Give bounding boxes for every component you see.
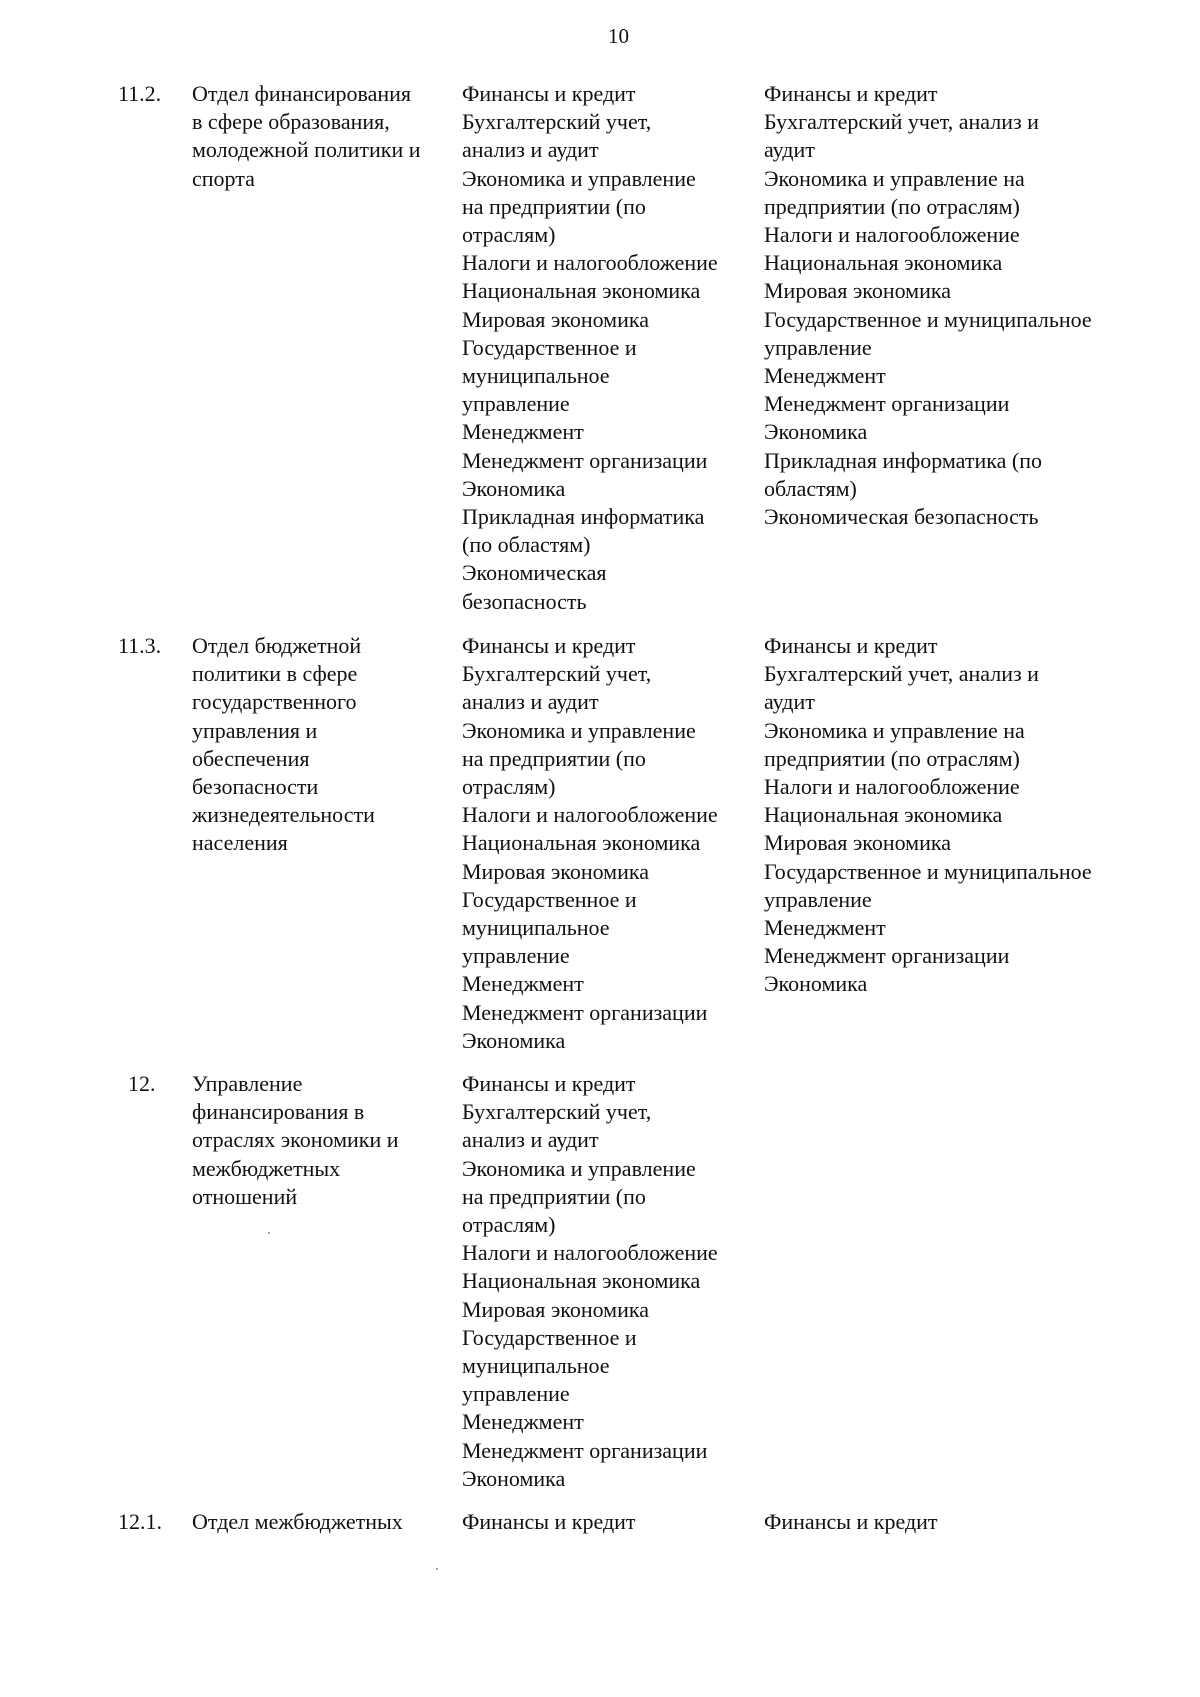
name-line: в сфере образования, <box>192 109 390 135</box>
specialty-line: Национальная экономика <box>462 830 701 856</box>
specialties-column-1 <box>462 1508 636 1536</box>
name-line: обеспечения <box>192 745 310 771</box>
specialty-line: Менеджмент <box>462 971 584 997</box>
specialty-line: Национальная экономика <box>462 1268 701 1294</box>
specialty-line: отраслям) <box>462 222 556 248</box>
specialties-column-2 <box>764 80 1092 531</box>
row-number <box>118 1508 162 1536</box>
department-name <box>192 632 375 858</box>
specialty-line: Финансы и кредит <box>764 633 938 658</box>
specialty-line: (по областям) <box>462 532 591 558</box>
specialty-line: Национальная экономика <box>764 250 1003 276</box>
name-line: государственного <box>192 689 357 715</box>
name-line: межбюджетных <box>192 1155 341 1181</box>
specialty-line: Экономическая <box>462 560 607 586</box>
specialty-line: Налоги и налогообложение <box>462 1240 718 1266</box>
specialty-line: Бухгалтерский учет, <box>462 109 652 135</box>
specialty-line: Экономическая безопасность <box>764 504 1039 530</box>
specialty-line: Мировая экономика <box>462 306 649 332</box>
row-number <box>128 1070 156 1098</box>
name-line: отраслях экономики и <box>192 1127 399 1153</box>
specialty-line: Экономика <box>764 419 868 445</box>
specialty-line: Экономика и управление <box>462 165 696 191</box>
name-line: управления и <box>192 717 318 743</box>
specialty-line: на предприятии (по <box>462 193 646 219</box>
specialty-line: Мировая экономика <box>462 1296 649 1322</box>
specialty-line: аудит <box>764 137 815 163</box>
specialty-line: Финансы и кредит <box>462 633 636 658</box>
specialty-line: на предприятии (по <box>462 1183 646 1209</box>
specialty-line: отраслям) <box>462 774 556 800</box>
specialty-line: Экономика <box>462 1027 566 1053</box>
specialty-line: муниципальное <box>462 1353 610 1379</box>
specialty-line: Финансы и кредит <box>462 1071 636 1096</box>
specialty-line: Прикладная информатика (по <box>764 447 1042 473</box>
specialty-line: муниципальное <box>462 363 610 389</box>
specialty-line: предприятии (по отраслям) <box>764 745 1020 771</box>
specialty-line: Экономика и управление <box>462 1155 696 1181</box>
specialty-line: Мировая экономика <box>462 858 649 884</box>
specialty-line: управление <box>764 886 872 912</box>
specialty-line: Налоги и налогообложение <box>462 250 718 276</box>
page-number: 10 <box>608 24 629 48</box>
specialty-line: Менеджмент <box>764 915 886 941</box>
name-line: безопасности <box>192 774 319 800</box>
name-line: Отдел межбюджетных <box>192 1509 403 1534</box>
department-name <box>192 1070 399 1211</box>
specialties-column-2 <box>764 632 1092 999</box>
specialty-line: Мировая экономика <box>764 278 951 304</box>
specialty-line: анализ и аудит <box>462 137 599 163</box>
specialty-line: Бухгалтерский учет, анализ и <box>764 109 1039 135</box>
row-number-text: 11.2. <box>118 81 162 106</box>
specialties-column-1 <box>462 632 718 1055</box>
specialty-line: Менеджмент организации <box>462 1437 708 1463</box>
specialty-line: Бухгалтерский учет, <box>462 661 652 687</box>
specialty-line: Менеджмент организации <box>462 447 708 473</box>
name-line: отношений <box>192 1183 298 1209</box>
specialty-line: Экономика и управление на <box>764 165 1025 191</box>
row-number-text: 11.3. <box>118 633 162 658</box>
specialty-line: отраслям) <box>462 1212 556 1238</box>
specialty-line: Экономика <box>462 1465 566 1491</box>
specialties-column-2 <box>764 1508 938 1536</box>
specialty-line: Менеджмент организации <box>764 391 1010 417</box>
specialty-line: Налоги и налогообложение <box>764 774 1020 800</box>
specialty-line: Экономика <box>462 475 566 501</box>
specialty-line: Прикладная информатика <box>462 504 705 530</box>
name-line: политики в сфере <box>192 661 358 687</box>
name-line: Отдел финансирования <box>192 81 412 106</box>
name-line: молодежной политики и <box>192 137 421 163</box>
specialty-line: Экономика <box>764 971 868 997</box>
specialty-line: Государственное и муниципальное <box>764 858 1092 884</box>
specialty-line: управление <box>462 943 570 969</box>
specialty-line: предприятии (по отраслям) <box>764 193 1020 219</box>
specialty-line: Менеджмент <box>462 1409 584 1435</box>
name-line: финансирования в <box>192 1099 365 1125</box>
specialty-line: областям) <box>764 475 857 501</box>
row-number <box>118 632 161 660</box>
specialty-line: аудит <box>764 689 815 715</box>
specialty-line: управление <box>462 1381 570 1407</box>
scan-speck <box>436 1568 438 1570</box>
specialty-line: Налоги и налогообложение <box>764 222 1020 248</box>
specialties-column-1 <box>462 80 718 616</box>
specialty-line: Национальная экономика <box>462 278 701 304</box>
row-number-text: 12.1. <box>118 1509 162 1534</box>
specialty-line: Налоги и налогообложение <box>462 802 718 828</box>
row-number <box>118 80 161 108</box>
specialty-line: Государственное и муниципальное <box>764 306 1092 332</box>
specialty-line: Экономика и управление <box>462 717 696 743</box>
specialty-line: Финансы и кредит <box>764 81 938 106</box>
row-number-text: 12. <box>128 1071 156 1096</box>
specialty-line: анализ и аудит <box>462 1127 599 1153</box>
name-line: жизнедеятельности <box>192 802 375 828</box>
name-line: спорта <box>192 165 255 191</box>
department-name <box>192 1508 403 1536</box>
specialty-line: Финансы и кредит <box>462 81 636 106</box>
specialty-line: анализ и аудит <box>462 689 599 715</box>
name-line: Отдел бюджетной <box>192 633 362 658</box>
specialties-column-1 <box>462 1070 718 1493</box>
name-line: Управление <box>192 1071 303 1096</box>
specialty-line: Бухгалтерский учет, анализ и <box>764 661 1039 687</box>
specialty-line: Финансы и кредит <box>462 1509 636 1534</box>
specialty-line: управление <box>764 334 872 360</box>
specialty-line: безопасность <box>462 588 587 614</box>
specialty-line: Менеджмент <box>462 419 584 445</box>
specialty-line: Мировая экономика <box>764 830 951 856</box>
specialty-line: Менеджмент организации <box>764 943 1010 969</box>
specialty-line: Финансы и кредит <box>764 1509 938 1534</box>
specialty-line: Менеджмент организации <box>462 999 708 1025</box>
specialty-line: Экономика и управление на <box>764 717 1025 743</box>
specialty-line: муниципальное <box>462 915 610 941</box>
specialty-line: Бухгалтерский учет, <box>462 1099 652 1125</box>
specialty-line: управление <box>462 391 570 417</box>
specialty-line: Государственное и <box>462 886 637 912</box>
specialty-line: Государственное и <box>462 334 637 360</box>
specialty-line: на предприятии (по <box>462 745 646 771</box>
specialty-line: Менеджмент <box>764 363 886 389</box>
specialty-line: Национальная экономика <box>764 802 1003 828</box>
name-line: населения <box>192 830 288 856</box>
department-name <box>192 80 421 193</box>
scan-speck <box>268 1232 270 1234</box>
specialty-line: Государственное и <box>462 1324 637 1350</box>
